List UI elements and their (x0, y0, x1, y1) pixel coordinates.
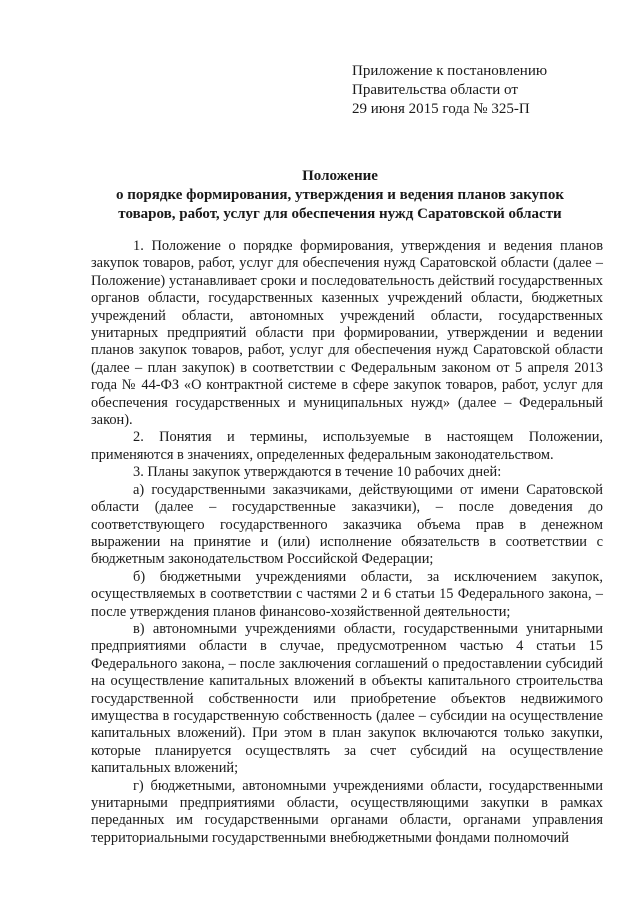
title-line-3: товаров, работ, услуг для обеспечения нужд Саратовской области (118, 206, 562, 222)
paragraph-3b: б) бюджетными учреждениями области, за исключением закупок, осуществляемых в соответствии с частями 2 и 6 статьи 15 Федерального закона, – после утверждения планов финансово-хозяйственной деятельности; (91, 568, 603, 620)
appendix-line-2: Правительства области от (352, 82, 518, 98)
title-line-1: Положение (302, 168, 378, 184)
document-title (60, 167, 620, 224)
paragraph-1: 1. Положение о порядке формирования, утверждения и ведения планов закупок товаров, работ, услуг для обеспечения нужд Саратовской области (далее – Положение) устанавливает сроки и последовательность действий государственных органов области, государственных казенных учреждений области, бюджетных учреждений области, автономных учреждений области, государственных унитарных предприятий области при формировании, утверждении и ведении планов закупок товаров, работ, услуг для обеспечения нужд Саратовской области (далее – план закупок) в соответствии с Федеральным законом от 5 апреля 2013 года № 44-ФЗ «О контрактной системе в сфере закупок товаров, работ, услуг для обеспечения государственных и муниципальных нужд» (далее – Федеральный закон). (91, 238, 603, 429)
paragraph-3g: г) бюджетными, автономными учреждениями области, государственными унитарными предприятиями области, осуществляющими закупки в рамках переданных им государственными органами области, органами управления территориальными государственными внебюджетными фондами полномочий (91, 777, 603, 846)
document-body (91, 238, 603, 847)
appendix-header (352, 62, 547, 119)
appendix-line-1: Приложение к постановлению (352, 63, 548, 79)
paragraph-3: 3. Планы закупок утверждаются в течение 10 рабочих дней: (133, 464, 502, 481)
paragraph-3v: в) автономными учреждениями области, государственными унитарными предприятиями области в случае, предусмотренном частью 4 статьи 15 Федерального закона, – после заключения соглашений о предоставлении субсидий на осуществление капитальных вложений в объекты капитального строительства государственной собственности или приобретение объектов недвижимого имущества в государственную собственность (далее – субсидии на осуществление капитальных вложений). При этом в план закупок включаются только закупки, которые планируется осуществлять за счет субсидий на осуществление капитальных вложений; (91, 620, 603, 777)
title-line-2: о порядке формирования, утверждения и ведения планов закупок (116, 187, 564, 203)
appendix-line-3: 29 июня 2015 года № 325-П (352, 101, 530, 117)
paragraph-2: 2. Понятия и термины, используемые в настоящем Положении, применяются в значениях, определенных федеральным законодательством. (91, 429, 603, 463)
paragraph-3a: а) государственными заказчиками, действующими от имени Саратовской области (далее – государственные заказчики), – после доведения до соответствующего государственного заказчика объема прав в денежном выражении на принятие и (или) исполнение обязательств в соответствии с бюджетным законодательством Российской Федерации; (91, 481, 603, 568)
